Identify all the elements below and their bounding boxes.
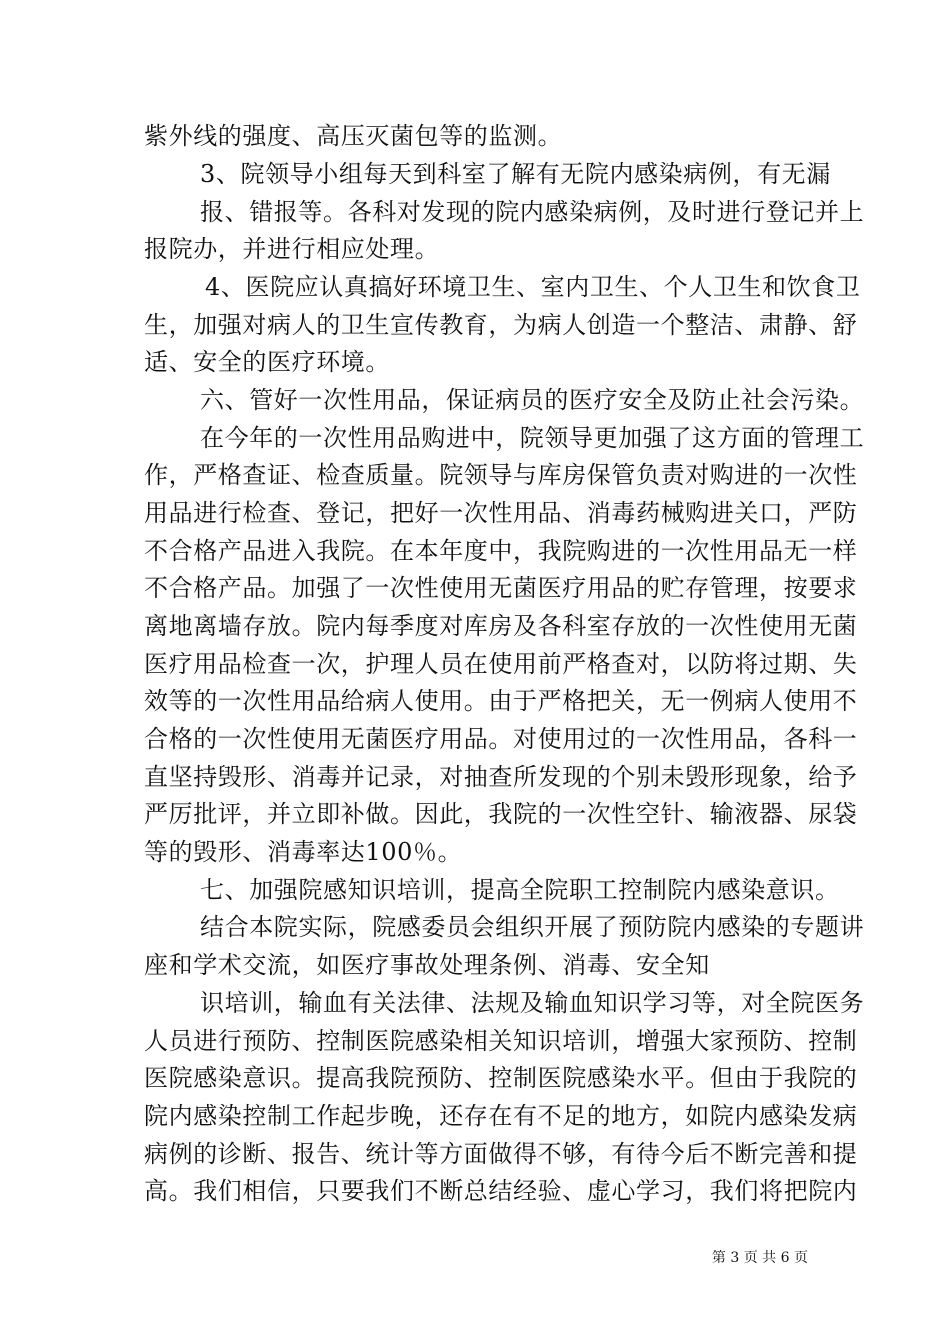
text-line: 高。我们相信，只要我们不断总结经验、虚心学习，我们将把院内 bbox=[144, 1177, 858, 1205]
text-line: 报、错报等。各科对发现的院内感染病例，及时进行登记并上 bbox=[200, 198, 865, 226]
text-line: 在今年的一次性用品购进中，院领导更加强了这方面的管理工 bbox=[200, 424, 865, 452]
text-line: 生，加强对病人的卫生宣传教育，为病人创造一个整洁、肃静、舒 bbox=[144, 311, 858, 339]
text-line: 4、医院应认真搞好环境卫生、室内卫生、个人卫生和饮食卫 bbox=[205, 273, 861, 301]
text-line: 直坚持毁形、消毒并记录，对抽查所发现的个别未毁形现象，给予 bbox=[144, 763, 858, 791]
text-line: 不合格产品。加强了一次性使用无菌医疗用品的贮存管理，按要求 bbox=[144, 574, 858, 602]
text-line: 用品进行检查、登记，把好一次性用品、消毒药械购进关口，严防 bbox=[144, 499, 858, 527]
section-heading-seven: 七、加强院感知识培训，提高全院职工控制院内感染意识。 bbox=[200, 876, 840, 904]
text-line: 报院办，并进行相应处理。 bbox=[144, 235, 440, 263]
text-line: 不合格产品进入我院。在本年度中，我院购进的一次性用品无一样 bbox=[144, 537, 858, 565]
text-line: 病例的诊断、报告、统计等方面做得不够，有待今后不断完善和提 bbox=[144, 1140, 858, 1168]
text-line: 结合本院实际，院感委员会组织开展了预防院内感染的专题讲 bbox=[200, 913, 865, 941]
text-line: 适、安全的医疗环境。 bbox=[144, 348, 390, 376]
text-line: 院内感染控制工作起步晚，还存在有不足的地方，如院内感染发病 bbox=[144, 1102, 858, 1130]
text-line: 等的毁形、消毒率达100％。 bbox=[144, 838, 463, 866]
text-line: 人员进行预防、控制医院感染相关知识培训，增强大家预防、控制 bbox=[144, 1027, 858, 1055]
text-line: 医院感染意识。提高我院预防、控制医院感染水平。但由于我院的 bbox=[144, 1064, 858, 1092]
text-line: 座和学术交流，如医疗事故处理条例、消毒、安全知 bbox=[144, 951, 710, 979]
text-line: 离地离墙存放。院内每季度对库房及各科室存放的一次性使用无菌 bbox=[144, 612, 858, 640]
text-line: 严厉批评，并立即补做。因此，我院的一次性空针、输液器、尿袋 bbox=[144, 800, 858, 828]
text-line: 紫外线的强度、高压灭菌包等的监测。 bbox=[144, 122, 563, 150]
section-heading-six: 六、管好一次性用品，保证病员的医疗安全及防止社会污染。 bbox=[200, 386, 865, 414]
text-line: 识培训，输血有关法律、法规及输血知识学习等，对全院医务 bbox=[200, 989, 865, 1017]
text-line: 作，严格查证、检查质量。院领导与库房保管负责对购进的一次性 bbox=[144, 461, 858, 489]
page-number: 第 3 页 共 6 页 bbox=[711, 1250, 808, 1266]
text-line: 合格的一次性使用无菌医疗用品。对使用过的一次性用品，各科一 bbox=[144, 725, 858, 753]
text-line: 3、院领导小组每天到科室了解有无院内感染病例，有无漏 bbox=[200, 160, 831, 188]
text-line: 效等的一次性用品给病人使用。由于严格把关，无一例病人使用不 bbox=[144, 687, 858, 715]
text-line: 医疗用品检查一次，护理人员在使用前严格查对，以防将过期、失 bbox=[144, 650, 858, 678]
